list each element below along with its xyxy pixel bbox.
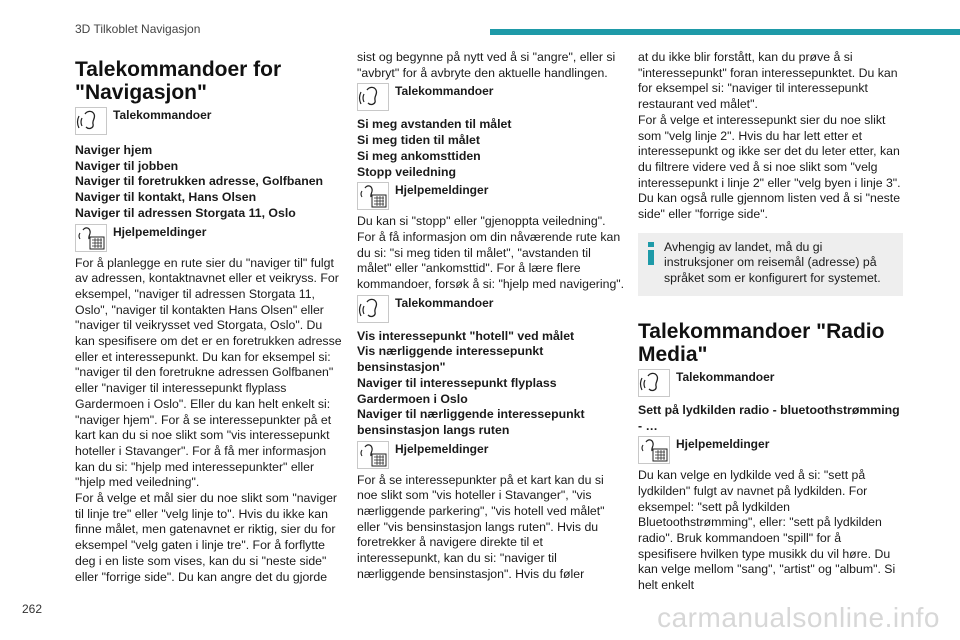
body-text: For å velge et interessepunkt sier du noe slikt som "velg linje 2". Hvis du har lett etter et interessepunkt og ikke ser det du leter etter, kan du filtrere videre ved å si noe slikt som "velg interessepunkt i linje 2" eller "velg byen i linje 3". Du kan også rulle gjennom listen ved å si "neste side" eller "forrige side".	[638, 112, 901, 222]
voice-command-label: Talekommandoer	[395, 84, 494, 99]
voice-command-icon	[638, 369, 670, 397]
command-line: Vis interessepunkt "hotell" ved målet	[357, 328, 575, 343]
help-message-label: Hjelpemeldinger	[395, 441, 489, 456]
command-line: Naviger til foretrukken adresse, Golfbanen	[75, 174, 324, 189]
section-title-radio-media: Talekommandoer "Radio Media"	[638, 319, 885, 366]
command-list	[357, 117, 627, 180]
help-message-header	[357, 182, 627, 210]
help-text: Du kan velge en lydkilde ved å si: "sett på lydkilden" fulgt av navnet på lydkilden. For eksempel: "sett på lydkilden Bluetoothstrømming", eller: "sett på lydkilden radio". Bruk kommandoen "spill" for å spesifisere hvilken type musikk du vil høre. Du kan velge mellom "sang", "artist" og "album". Si helt enkelt	[638, 468, 896, 593]
help-message-label: Hjelpemeldinger	[395, 183, 489, 198]
header-accent-bar	[490, 29, 960, 35]
voice-command-icon	[75, 107, 107, 135]
help-message-icon	[357, 441, 389, 469]
command-line: Naviger til nærliggende interessepunkt bensinstasjon langs ruten	[357, 407, 585, 437]
help-text: Du kan si "stopp" eller "gjenoppta veiledning". For å få informasjon om din nåværende rute kan du si: "si meg tiden til målet", "avstanden til målet" eller "ankomsttid". For å lære flere kommandoer, forsøk å si: "hjelp med navigering".	[357, 214, 625, 292]
voice-command-icon	[357, 295, 389, 323]
info-icon	[646, 240, 656, 287]
help-text: For å velge et mål sier du noe slikt som "naviger til linje tre" eller "velg linje to". Hvis du ikke kan finne målet, men gatenavnet er riktig, sier du for eksempel "velg gaten i linje tre". For å forflytte deg i en liste som vises, kan du si "neste side" eller "forrige side". Du kan angre det du gjorde	[75, 491, 338, 584]
command-list	[638, 403, 903, 434]
voice-command-header	[357, 295, 627, 323]
command-line: Vis nærliggende interessepunkt bensinstasjon"	[357, 344, 544, 375]
column-2	[357, 50, 627, 583]
command-line: Naviger hjem	[75, 143, 153, 157]
command-line: Si meg tiden til målet	[357, 133, 480, 148]
command-line: Si meg avstanden til målet	[357, 117, 512, 132]
command-line: Stopp veiledning	[357, 164, 457, 179]
command-line: Si meg ankomsttiden	[357, 148, 481, 163]
voice-command-label: Talekommandoer	[113, 108, 212, 122]
help-message-header	[638, 436, 903, 464]
voice-command-header	[357, 83, 627, 111]
command-line: Naviger til interessepunkt flyplass Gardermoen i Oslo	[357, 375, 557, 406]
help-message-icon	[357, 182, 389, 210]
help-message-header	[75, 224, 345, 252]
info-note-text: Avhengig av landet, må du gi instruksjoner om reisemål (adresse) på språket som er konfigurert for systemet.	[664, 239, 881, 286]
watermark: carmanualsonline.info	[657, 602, 940, 633]
command-list	[357, 329, 627, 439]
help-message-icon	[638, 436, 670, 464]
header-title: 3D Tilkoblet Navigasjon	[75, 22, 201, 36]
voice-command-icon	[357, 83, 389, 111]
body-text: sist og begynne på nytt ved å si "angre", eller si "avbryt" for å avbryte den aktuelle handlingen.	[357, 50, 616, 80]
help-message-icon	[75, 224, 107, 252]
voice-command-header	[638, 369, 903, 397]
help-text: For å se interessepunkter på et kart kan du si noe slikt som "vis hoteller i Stavanger", "vis nærliggende parkering", "vis hotell ved målet" eller "vis bensinstasjon langs ruten". Hvis du foretrekker å navigere direkte til et interessepunkt, kan du si: "naviger til nærliggende bensinstasjon". Hvis du føler	[357, 472, 605, 581]
command-line: Sett på lydkilden radio - bluetoothstrømming - …	[638, 402, 900, 433]
command-line: Naviger til jobben	[75, 158, 179, 173]
help-text: For å planlegge en rute sier du "naviger til" fulgt av adressen, kontaktnavnet eller et veikryss. For eksempel, "naviger til adressen Storgata 11, Oslo", "naviger til kontakten Hans Olsen" eller "naviger til veikrysset ved Storgata, Oslo". Du kan spesifisere om det er en foretrukken adresse eller et interessepunkt. Du kan for eksempel si: "naviger til den foretrukne adressen Golfbanen" eller "naviger til interessepunkt flyplass Gardermoen i Oslo". Eller du kan helt enkelt si: "naviger hjem". For å se interessepunkter på et kart kan du si noe slikt som "vis interessepunkt hoteller i Stavanger". For å få mer informasjon kan du si: "hjelp med interessepunkter" eller "hjelp med veiledning".	[75, 255, 342, 490]
body-text: at du ikke blir forstått, kan du prøve å si "interessepunkt" foran interessepunktet. Du kan for eksempel si: "naviger til interessepunkt restaurant ved målet".	[638, 50, 898, 112]
command-line: Naviger til adressen Storgata 11, Oslo	[75, 205, 296, 220]
help-message-label: Hjelpemeldinger	[113, 224, 207, 239]
info-note	[638, 233, 903, 296]
voice-command-header	[75, 107, 345, 135]
page-number: 262	[22, 602, 43, 616]
help-message-header	[357, 441, 627, 469]
command-list	[75, 143, 345, 222]
column-3	[638, 50, 903, 594]
voice-command-label: Talekommandoer	[676, 369, 775, 384]
command-line: Naviger til kontakt, Hans Olsen	[75, 190, 257, 205]
section-title-navigasjon: Talekommandoer for "Navigasjon"	[75, 58, 282, 104]
column-1	[75, 50, 345, 585]
voice-command-label: Talekommandoer	[395, 295, 494, 310]
help-message-label: Hjelpemeldinger	[676, 437, 770, 452]
